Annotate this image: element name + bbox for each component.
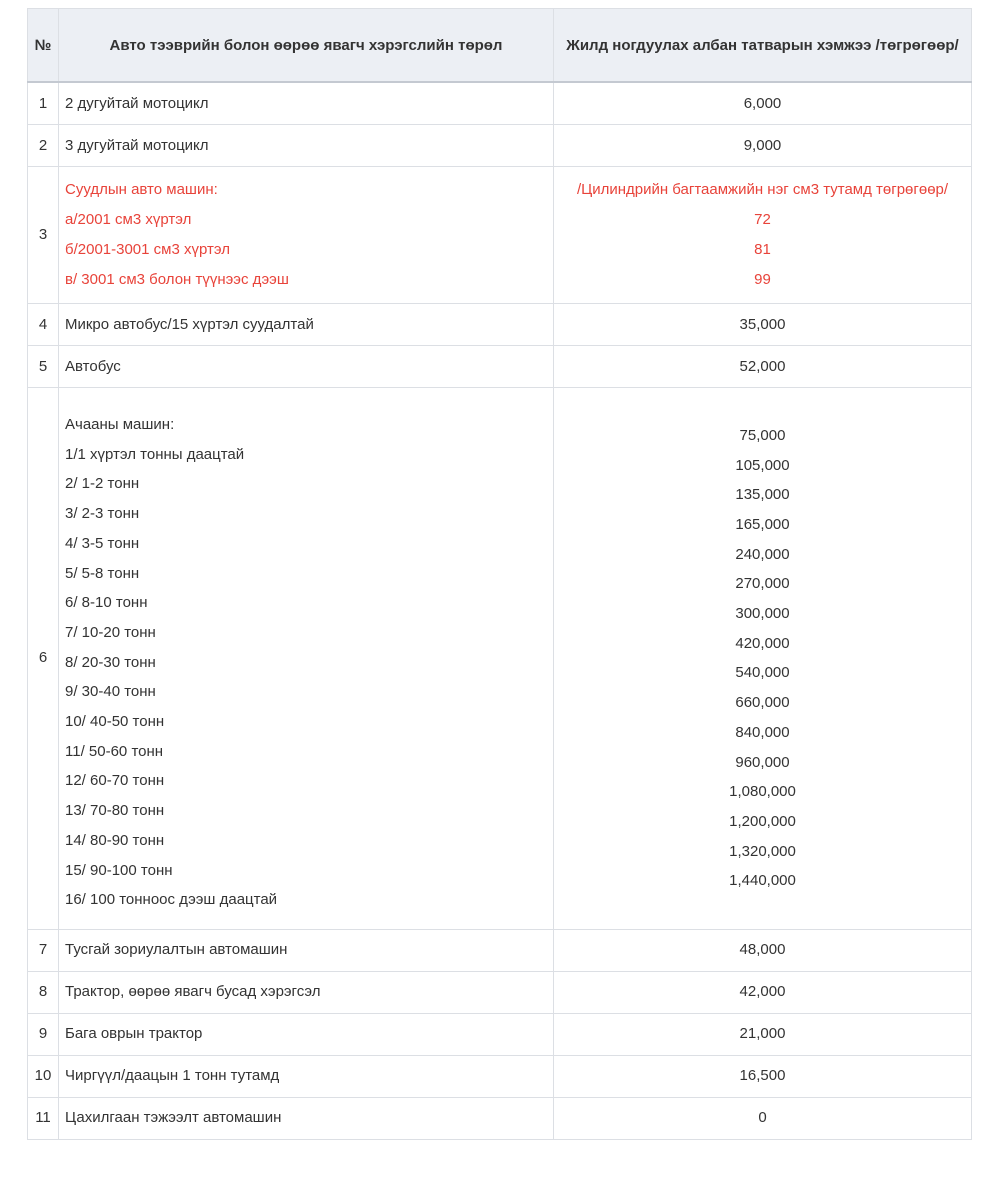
vehicle-type-line: 7/ 10-20 тонн — [65, 623, 156, 641]
tax-amount-cell: 0 — [554, 1097, 972, 1139]
tax-amount-line: 105,000 — [735, 456, 790, 474]
vehicle-type-line: а/2001 см3 хүртэл — [65, 211, 192, 228]
vehicle-type-cell: Чиргүүл/даацын 1 тонн тутамд — [59, 1055, 554, 1097]
row-number: 10 — [28, 1055, 59, 1097]
row-number: 11 — [28, 1097, 59, 1139]
tax-amount-line: 840,000 — [735, 723, 790, 741]
tax-amount-line: 72 — [754, 211, 771, 228]
vehicle-type-line: 14/ 80-90 тонн — [65, 831, 165, 849]
tax-amount-line: 540,000 — [735, 664, 790, 682]
vehicle-type-line: 6/ 8-10 тонн — [65, 594, 148, 612]
tax-amount-cell: 42,000 — [554, 971, 972, 1013]
tax-amount-cell: 21,000 — [554, 1013, 972, 1055]
vehicle-type-cell — [59, 388, 554, 930]
table-row — [28, 1055, 972, 1097]
vehicle-type-line: 9/ 30-40 тонн — [65, 683, 156, 701]
row-number: 6 — [28, 388, 59, 930]
tax-amount-line: 300,000 — [735, 605, 790, 623]
vehicle-type-cell: 2 дугуйтай мотоцикл — [59, 82, 554, 125]
vehicle-type-line: 8/ 20-30 тонн — [65, 653, 156, 671]
vehicle-type-line: б/2001-3001 см3 хүртэл — [65, 241, 230, 258]
row-number: 1 — [28, 82, 59, 125]
vehicle-type-line: 5/ 5-8 тонн — [65, 564, 140, 582]
header-row — [28, 9, 972, 83]
table-header — [28, 9, 972, 83]
vehicle-type-line: 12/ 60-70 тонн — [65, 772, 165, 790]
table-row — [28, 125, 972, 167]
tax-amount-line: 75,000 — [739, 426, 786, 444]
vehicle-type-cell: Тусгай зориулалтын автомашин — [59, 929, 554, 971]
vehicle-tax-table — [27, 8, 972, 1140]
tax-amount-line: 960,000 — [735, 753, 790, 771]
table-row — [28, 82, 972, 125]
vehicle-type-line: 2/ 1-2 тонн — [65, 475, 140, 493]
tax-amount-line: 240,000 — [735, 545, 790, 563]
tax-amount-line: 1,200,000 — [729, 812, 796, 830]
vehicle-type-line: 1/1 хүртэл тонны даацтай — [65, 445, 245, 463]
tax-amount-line: 270,000 — [735, 575, 790, 593]
vehicle-type-line: 10/ 40-50 тонн — [65, 713, 165, 731]
vehicle-type-cell: Микро автобус/15 хүртэл суудалтай — [59, 304, 554, 346]
vehicle-type-line: 3/ 2-3 тонн — [65, 505, 140, 523]
tax-amount-cell — [554, 167, 972, 304]
vehicle-type-line: 13/ 70-80 тонн — [65, 802, 165, 820]
header-vehicle-type: Авто тээврийн болон өөрөө явагч хэрэгслийн төрөл — [59, 9, 554, 83]
tax-amount-line: 135,000 — [735, 486, 790, 504]
tax-amount-cell: 35,000 — [554, 304, 972, 346]
table-row-passenger-cars — [28, 167, 972, 304]
vehicle-type-cell — [59, 167, 554, 304]
vehicle-type-line: 15/ 90-100 тонн — [65, 861, 173, 879]
table-row — [28, 1013, 972, 1055]
table-row — [28, 929, 972, 971]
vehicle-type-line: в/ 3001 см3 болон түүнээс дээш — [65, 271, 289, 288]
vehicle-type-cell: 3 дугуйтай мотоцикл — [59, 125, 554, 167]
row-number: 5 — [28, 346, 59, 388]
vehicle-type-line: Суудлын авто машин: — [65, 181, 218, 198]
table-row-trucks — [28, 388, 972, 930]
row-number: 8 — [28, 971, 59, 1013]
tax-amount-line: 99 — [754, 271, 771, 288]
vehicle-type-line: Ачааны машин: — [65, 416, 175, 433]
tax-amount-line: 1,440,000 — [729, 872, 796, 890]
vehicle-type-cell: Автобус — [59, 346, 554, 388]
vehicle-type-line: 11/ 50-60 тонн — [65, 742, 164, 760]
tax-amount-cell: 52,000 — [554, 346, 972, 388]
vehicle-type-cell: Бага оврын трактор — [59, 1013, 554, 1055]
tax-amount-cell: 16,500 — [554, 1055, 972, 1097]
tax-amount-line: 165,000 — [735, 515, 790, 533]
table-row — [28, 304, 972, 346]
vehicle-type-line: 4/ 3-5 тонн — [65, 534, 140, 552]
tax-amount-line: 81 — [754, 241, 771, 258]
vehicle-type-line: 16/ 100 тонноос дээш даацтай — [65, 891, 278, 909]
vehicle-type-cell: Цахилгаан тэжээлт автомашин — [59, 1097, 554, 1139]
header-tax-amount: Жилд ногдуулах албан татварын хэмжээ /төгрөгөөр/ — [554, 9, 972, 83]
tax-table-container — [27, 8, 971, 1140]
row-number: 2 — [28, 125, 59, 167]
table-row — [28, 346, 972, 388]
tax-amount-line: 1,320,000 — [729, 842, 796, 860]
row-number: 7 — [28, 929, 59, 971]
table-row — [28, 971, 972, 1013]
tax-amount-line: 420,000 — [735, 634, 790, 652]
tax-unit-note: /Цилиндрийн багтаамжийн нэг см3 тутамд төгрөгөөр/ — [576, 181, 949, 198]
row-number: 4 — [28, 304, 59, 346]
row-number: 9 — [28, 1013, 59, 1055]
tax-amount-cell: 6,000 — [554, 82, 972, 125]
vehicle-type-cell: Трактор, өөрөө явагч бусад хэрэгсэл — [59, 971, 554, 1013]
tax-amount-cell — [554, 388, 972, 930]
row-number: 3 — [28, 167, 59, 304]
table-row — [28, 1097, 972, 1139]
tax-amount-line: 660,000 — [735, 694, 790, 712]
tax-amount-line: 1,080,000 — [729, 783, 796, 801]
header-number: № — [28, 9, 59, 83]
tax-amount-cell: 9,000 — [554, 125, 972, 167]
table-body — [28, 82, 972, 1139]
tax-amount-cell: 48,000 — [554, 929, 972, 971]
